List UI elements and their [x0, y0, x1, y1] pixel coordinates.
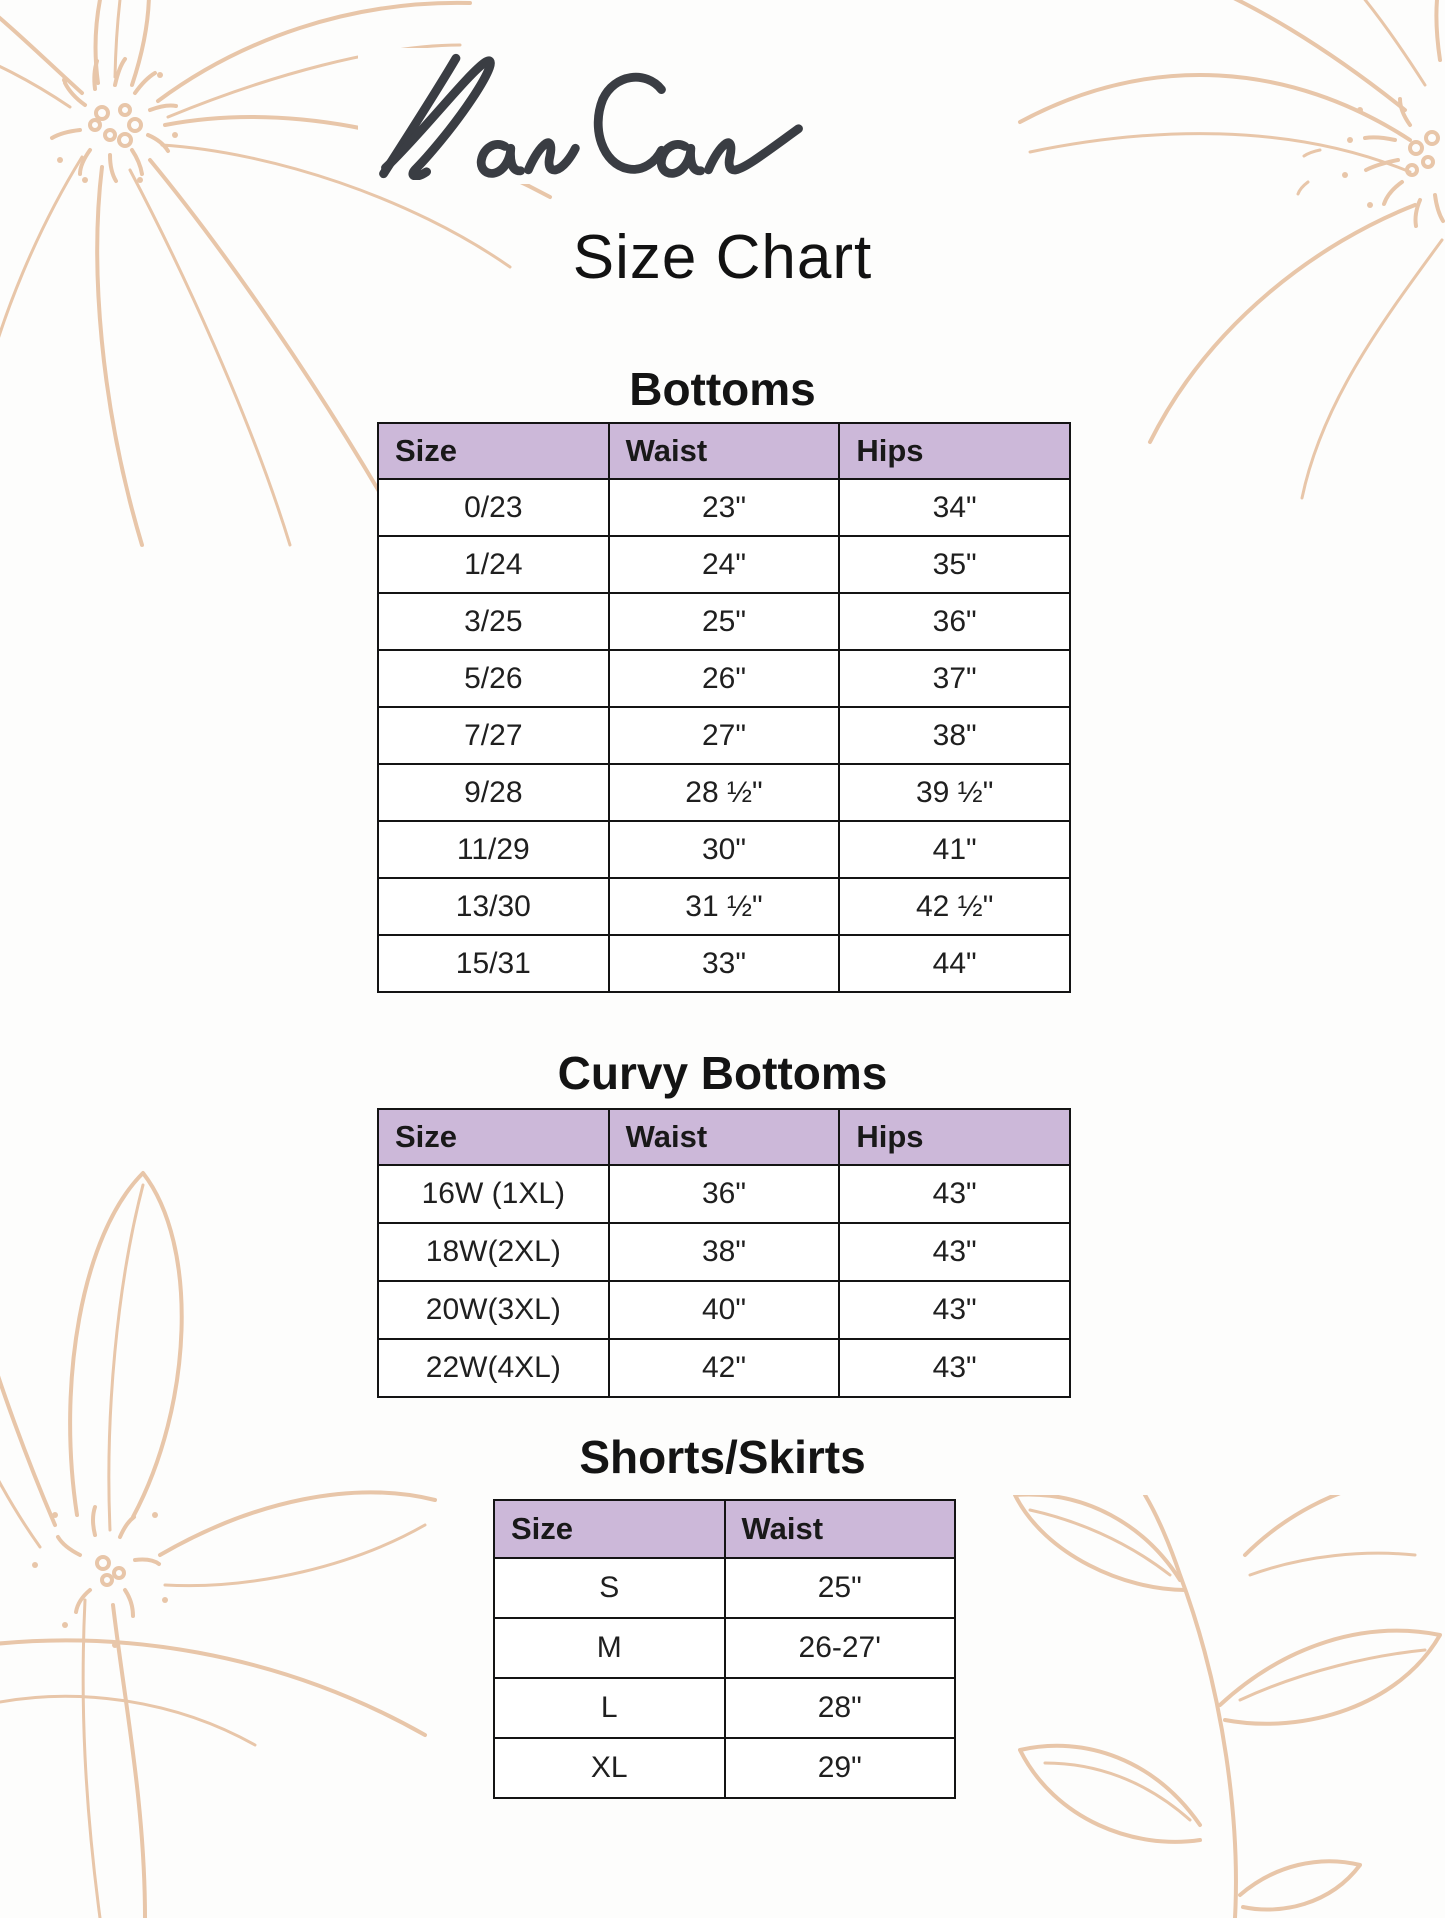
bottoms-table	[377, 422, 1071, 993]
waist-cell: 29"	[725, 1738, 956, 1798]
hips-cell: 43"	[839, 1339, 1070, 1397]
table-row	[378, 479, 1070, 536]
hips-cell: 38"	[839, 707, 1070, 764]
hips-cell: 36"	[839, 593, 1070, 650]
hips-cell: 39 ½"	[839, 764, 1070, 821]
waist-cell: 25"	[609, 593, 840, 650]
table-row	[378, 878, 1070, 935]
waist-cell: 36"	[609, 1165, 840, 1223]
table-row	[494, 1738, 955, 1798]
size-cell: 5/26	[378, 650, 609, 707]
size-cell: L	[494, 1678, 725, 1738]
column-header-size: Size	[378, 1109, 609, 1165]
column-header-hips: Hips	[839, 423, 1070, 479]
column-header-waist: Waist	[609, 423, 840, 479]
size-cell: 0/23	[378, 479, 609, 536]
leaf-branch-bottom-right-line-art	[985, 1495, 1445, 1918]
brand-logo-background	[358, 48, 824, 184]
waist-cell: 28"	[725, 1678, 956, 1738]
size-cell: 11/29	[378, 821, 609, 878]
table-header-row	[494, 1500, 955, 1558]
hips-cell: 43"	[839, 1223, 1070, 1281]
waist-cell: 23"	[609, 479, 840, 536]
curvy-bottoms-table	[377, 1108, 1071, 1398]
column-header-hips: Hips	[839, 1109, 1070, 1165]
size-cell: S	[494, 1558, 725, 1618]
waist-cell: 40"	[609, 1281, 840, 1339]
table-header-row	[378, 1109, 1070, 1165]
column-header-waist: Waist	[725, 1500, 956, 1558]
table-row	[378, 536, 1070, 593]
size-cell: 22W(4XL)	[378, 1339, 609, 1397]
table-row	[378, 821, 1070, 878]
page-title: Size Chart	[572, 223, 873, 292]
hips-cell: 35"	[839, 536, 1070, 593]
hips-cell: 34"	[839, 479, 1070, 536]
size-cell: 7/27	[378, 707, 609, 764]
section-title-shorts-skirts: Shorts/Skirts	[579, 1431, 866, 1483]
waist-cell: 38"	[609, 1223, 840, 1281]
table-row	[378, 650, 1070, 707]
hips-cell: 42 ½"	[839, 878, 1070, 935]
table-row	[378, 1281, 1070, 1339]
size-cell: 9/28	[378, 764, 609, 821]
size-cell: 20W(3XL)	[378, 1281, 609, 1339]
column-header-waist: Waist	[609, 1109, 840, 1165]
hips-cell: 43"	[839, 1281, 1070, 1339]
size-cell: 15/31	[378, 935, 609, 992]
waist-cell: 26-27'	[725, 1618, 956, 1678]
table-row	[378, 707, 1070, 764]
waist-cell: 33"	[609, 935, 840, 992]
table-row	[378, 764, 1070, 821]
size-cell: 13/30	[378, 878, 609, 935]
section-title-bottoms: Bottoms	[629, 363, 816, 415]
table-header-row	[378, 423, 1070, 479]
kancan-logo	[362, 52, 822, 180]
size-cell: 1/24	[378, 536, 609, 593]
table-row	[378, 1339, 1070, 1397]
waist-cell: 28 ½"	[609, 764, 840, 821]
table-row	[494, 1678, 955, 1738]
size-cell: 16W (1XL)	[378, 1165, 609, 1223]
column-header-size: Size	[378, 423, 609, 479]
table-row	[494, 1558, 955, 1618]
waist-cell: 30"	[609, 821, 840, 878]
table-row	[378, 593, 1070, 650]
hips-cell: 41"	[839, 821, 1070, 878]
column-header-size: Size	[494, 1500, 725, 1558]
waist-cell: 42"	[609, 1339, 840, 1397]
waist-cell: 31 ½"	[609, 878, 840, 935]
table-row	[494, 1618, 955, 1678]
shorts-skirts-table	[493, 1499, 956, 1799]
section-title-curvy-bottoms: Curvy Bottoms	[557, 1047, 888, 1099]
waist-cell: 27"	[609, 707, 840, 764]
hips-cell: 43"	[839, 1165, 1070, 1223]
size-cell: M	[494, 1618, 725, 1678]
table-row	[378, 1165, 1070, 1223]
size-cell: 18W(2XL)	[378, 1223, 609, 1281]
waist-cell: 26"	[609, 650, 840, 707]
hips-cell: 44"	[839, 935, 1070, 992]
waist-cell: 24"	[609, 536, 840, 593]
table-row	[378, 1223, 1070, 1281]
size-cell: 3/25	[378, 593, 609, 650]
hips-cell: 37"	[839, 650, 1070, 707]
size-cell: XL	[494, 1738, 725, 1798]
table-row	[378, 935, 1070, 992]
waist-cell: 25"	[725, 1558, 956, 1618]
